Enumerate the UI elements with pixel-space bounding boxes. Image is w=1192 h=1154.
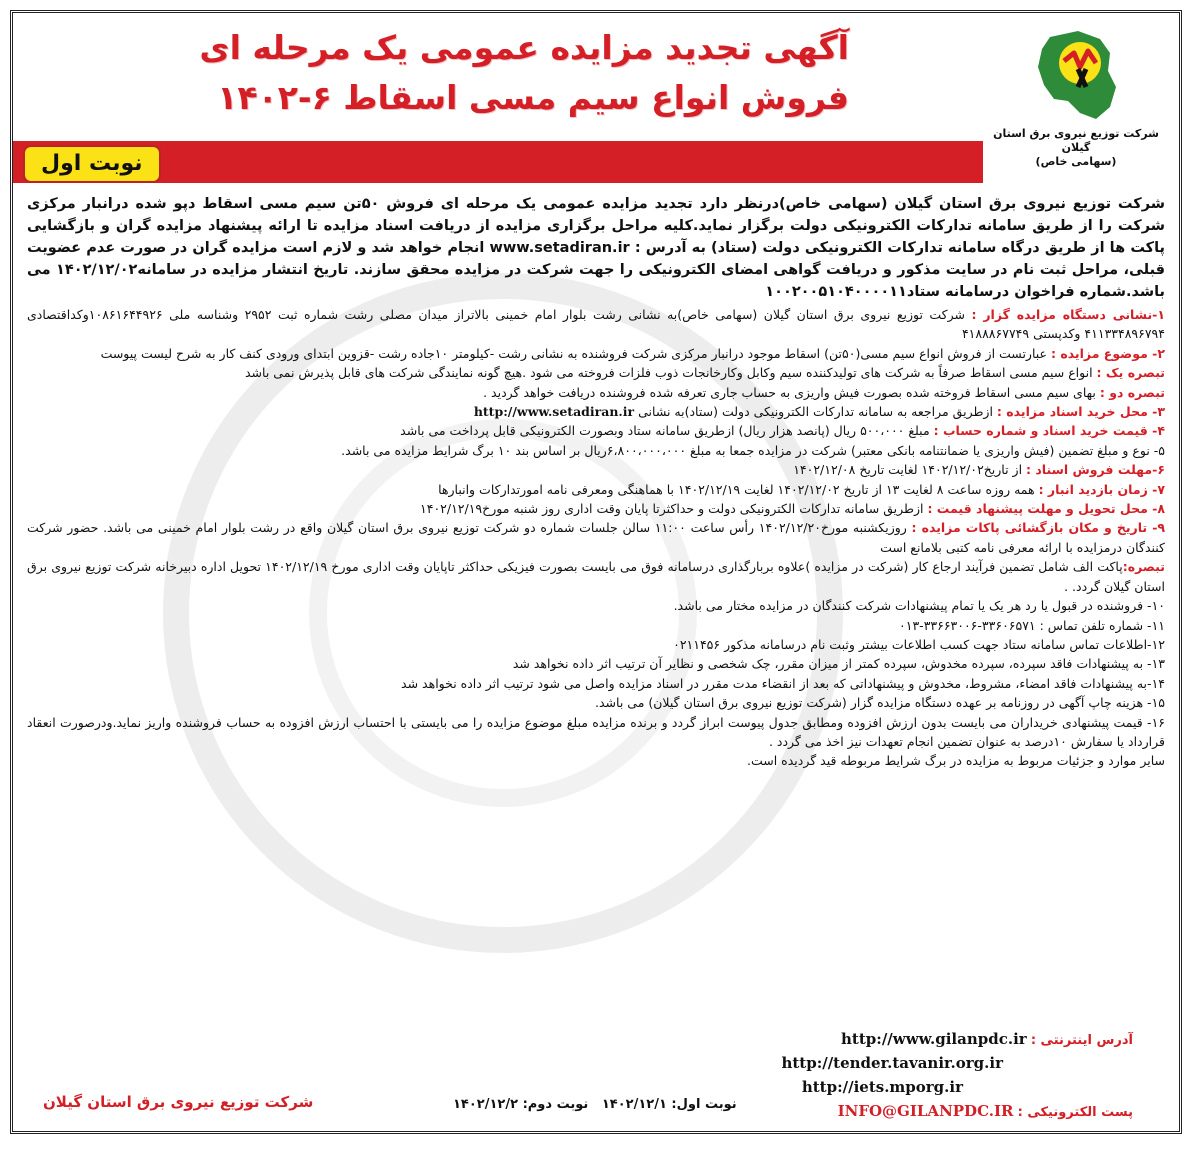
- website-link-2[interactable]: http://tender.tavanir.org.ir: [781, 1054, 1003, 1072]
- clause-label: ۹- تاریخ و مکان بازگشائی پاکات مزایده :: [911, 520, 1166, 536]
- clause-item: [27, 383, 1165, 402]
- logo-caption: [991, 127, 1161, 169]
- first-round-label: نوبت اول:: [671, 1097, 737, 1112]
- clause-item: [27, 499, 1165, 518]
- round-badge: نوبت اول: [23, 145, 161, 183]
- clause-text: پاکت الف شامل تضمین فرآیند ارجاع کار (شرکت در مزایده )علاوه بربارگذاری درسامانه فوق می بایست بصورت فیزیکی حداکثر تاپایان وقت اداری مورخ ۱۴۰۲/۱۲/۱۹ تحویل اداره دبیرخانه شرکت توزیع نیروی برق استان گیلان گردد. .: [27, 559, 1165, 594]
- clause-text: ازطریق مراجعه به سامانه تدارکات الکترونیکی دولت (ستاد)به نشانی: [638, 404, 997, 420]
- clause-item: [27, 480, 1165, 499]
- clause-item: [27, 596, 1165, 615]
- clause-text: ۵- نوع و مبلغ تضمین (فیش واریزی یا ضمانتنامه بانکی معتبر) شرکت در مزایده جمعا به مبلغ ۶،۸۰۰،۰۰۰،۰۰۰ریال بر اساس بند ۱۰ برگ شرایط مزایده می باشد.: [341, 442, 1165, 458]
- clause-text: ۱۴-به پیشنهادات فاقد امضاء، مشروط، مخدوش و پیشنهاداتی که بعد از انقضاء مدت مقرر در اسناد مزایده واصل می شود ترتیب اثر داده نخواهد شد: [401, 675, 1165, 691]
- second-round-date: ۱۴۰۲/۱۲/۲: [453, 1097, 519, 1112]
- red-banner: [13, 141, 983, 183]
- internet-address-row: [633, 1027, 1133, 1051]
- clause-label: ۶-مهلت فروش اسناد :: [1026, 462, 1165, 478]
- clause-item: [27, 363, 1165, 382]
- footer-company-name: شرکت توزیع نیروی برق استان گیلان: [43, 1093, 314, 1111]
- intro-paragraph: شرکت توزیع نیروی برق استان گیلان (سهامی خاص)درنظر دارد تجدید مزایده عمومی یک مرحله ای فروش ۵۰تن سیم مسی اسقاط دپو شده درانبار مرکزی شرکت را از طریق سامانه تدارکات الکترونیکی دولت برگزار نماید.کلیه مراحل برگزاری مزایده از دریافت اسناد مزایده تا ارائه پیشنهاد مزایده گران و بازگشایی پاکت ها از طریق درگاه سامانه تدارکات الکترونیکی دولت (ستاد) به آدرس : www.setadiran.ir انجام خواهد شد و لازم است مزایده گران در صورت عدم عضویت قبلی، مراحل ثبت نام در سایت مذکور و دریافت گواهی امضای الکترونیکی را جهت شرکت در مزایده محقق سازند. تاریخ انتشار مزایده در سامانه۱۴۰۲/۱۲/۰۲ می باشد.شماره فراخوان درسامانه ستاد۱۰۰۲۰۰۵۱۰۴۰۰۰۰۱۱: [27, 196, 1165, 300]
- header: [13, 13, 1179, 191]
- clause-text: سایر موارد و جزئیات مربوط به مزایده در برگ شرایط مربوطه قید گردیده است.: [747, 753, 1165, 769]
- clause-label: ۸- محل تحویل و مهلت پیشنهاد قیمت :: [927, 501, 1165, 517]
- notice-body: [27, 193, 1165, 771]
- title-line-2: فروش انواع سیم مسی اسقاط ۶-۱۴۰۲: [217, 78, 849, 117]
- clause-text: ازطریق سامانه تدارکات الکترونیکی دولت و حداکثرتا پایان وقت اداری روز شنبه مورخ۱۴۰۲/۱۲/۱۹: [420, 501, 928, 517]
- logo-caption-line2: (سهامی خاص): [1035, 155, 1117, 168]
- email-link[interactable]: INFO@GILANPDC.IR: [837, 1102, 1014, 1120]
- company-logo: [991, 27, 1161, 185]
- clause-label: تبصره دو :: [1099, 384, 1165, 400]
- clause-text: همه روزه ساعت ۸ لغایت ۱۳ از تاریخ ۱۴۰۲/۱۲/۰۲ لغایت ۱۴۰۲/۱۲/۱۹ با هماهنگی ومعرفی نامه امورتدارکات وانبارها: [438, 481, 1039, 497]
- setad-link[interactable]: http://www.setadiran.ir: [473, 404, 635, 420]
- clause-text: عبارتست از فروش انواع سیم مسی(۵۰تن) اسقاط موجود درانبار مرکزی شرکت فروشنده به نشانی رشت -کیلومتر ۱۰جاده رشت -قزوین ابتدای ورودی کنف کار به شرح لیست پیوست: [100, 345, 1051, 361]
- clause-text: مبلغ ۵۰۰،۰۰۰ ریال (پانصد هزار ریال) ازطریق سامانه ستاد وبصورت الکترونیکی قابل پرداخت می باشد: [400, 423, 934, 439]
- clause-text: از تاریخ۱۴۰۲/۱۲/۰۲ لغایت تاریخ ۱۴۰۲/۱۲/۰۸: [793, 462, 1027, 478]
- advertisement-page: [10, 10, 1182, 1134]
- clause-text: ۱۵- هزینه چاپ آگهی در روزنامه بر عهده دستگاه مزایده گزار (شرکت توزیع نیروی برق استان گیلان) می باشد.: [595, 695, 1165, 711]
- clause-label: ۱-نشانی دستگاه مزایده گزار :: [971, 307, 1165, 322]
- clause-text: روزیکشنبه مورخ۱۴۰۲/۱۲/۲۰ رأس ساعت ۱۱:۰۰ سالن جلسات شماره دو شرکت توزیع نیروی برق استان گیلان واقع در رشت بلوار امام خمینی می باشد. حضور شرکت کنندگان درمزایده با ارائه معرفی نامه کتبی بلامانع است: [27, 520, 1165, 555]
- clause-label: تبصره یک :: [1096, 365, 1165, 381]
- clause-label: تبصره:: [1122, 559, 1165, 575]
- clause-text: ۱۶- قیمت پیشنهادی خریداران می بایست بدون ارزش افزوده ومطابق جدول پیوست ابراز گردد و برنده مزایده مبلغ موضوع مزایده را می بایستی با احتساب ارزش افزوده به حساب فروشنده واریز نماید.ودرصورت انعقاد قرارداد یا سفارش ۱۰درصد به عنوان تضمین انجام تعهدات نیز اخذ می گردد .: [27, 714, 1165, 749]
- website-link-3[interactable]: http://iets.mporg.ir: [801, 1078, 963, 1096]
- iran-map-logo-icon: [1030, 27, 1122, 125]
- website-link-1[interactable]: http://www.gilanpdc.ir: [841, 1030, 1027, 1048]
- clause-item: [27, 713, 1165, 752]
- clause-label: ۳- محل خرید اسناد مزایده :: [996, 404, 1165, 420]
- clause-label: ۴- قیمت خرید اسناد و شماره حساب :: [933, 423, 1165, 439]
- clause-text: ۱۱- شماره تلفن تماس : ۳۳۶۰۶۵۷۱-۳۳۶۶۳۰۰۶-۰۱۳: [899, 617, 1165, 633]
- clause-item: [27, 460, 1165, 479]
- internet-label: آدرس اینترنتی :: [1030, 1033, 1133, 1048]
- clause-text: شرکت توزیع نیروی برق استان گیلان (سهامی خاص)به نشانی رشت بلوار امام خمینی بالاتراز میدان مصلی رشت شماره ثبت ۲۹۵۲ وشناسه ملی ۱۰۸۶۱۶۴۴۹۲۶وکداقتصادی ۴۱۱۳۳۴۸۹۶۷۹۴ وکدپستی ۴۱۸۸۸۶۷۷۴۹: [27, 307, 1165, 342]
- publication-dates: [453, 1097, 737, 1112]
- clause-label: ۲- موضوع مزایده :: [1050, 345, 1165, 361]
- title-block: [199, 23, 849, 123]
- clause-list: [27, 305, 1165, 771]
- title-line-1: آگهی تجدید مزایده عمومی یک مرحله ای: [199, 28, 849, 67]
- clause-text: بهای سیم مسی اسقاط فروخته شده بصورت فیش واریزی به حساب جاری تعرفه شده فروشنده دریافت خواهد گردید .: [483, 384, 1100, 400]
- clause-item: [27, 693, 1165, 712]
- website-row-3: [633, 1075, 1133, 1099]
- clause-item: [27, 654, 1165, 673]
- clause-item: [27, 674, 1165, 693]
- website-row-2: [633, 1051, 1133, 1075]
- clause-label: ۷- زمان بازدید انبار :: [1038, 481, 1165, 497]
- clause-item: [27, 616, 1165, 635]
- clause-item: [27, 751, 1165, 770]
- clause-item: [27, 344, 1165, 363]
- clause-text: ۱۰- فروشنده در قبول یا رد هر یک یا تمام پیشنهادات شرکت کنندگان در مزایده مختار می باشد.: [673, 598, 1165, 614]
- clause-item: [27, 518, 1165, 557]
- email-label: پست الکترونیکی :: [1017, 1105, 1133, 1120]
- clause-text: انواع سیم مسی اسقاط صرفاً به شرکت های تولیدکننده سیم وکابل وکارخانجات ذوب فلزات فروخته می شود .هیچ گونه نمایندگی شرکت های قابل پذیرش نمی باشد: [245, 365, 1097, 381]
- clause-text: ۱۳- به پیشنهادات فاقد سپرده، سپرده مخدوش، سپرده کمتر از میزان مقرر، چک شخصی و نظایر آن ترتیب اثر داده نخواهد شد: [512, 656, 1165, 672]
- clause-item: [27, 635, 1165, 654]
- clause-item: [27, 305, 1165, 344]
- clause-item: [27, 421, 1165, 440]
- clause-item: [27, 557, 1165, 596]
- clause-text: ۱۲-اطلاعات تماس سامانه ستاد جهت کسب اطلاعات بیشتر وثبت نام درسامانه مذکور ۰۲۱۱۴۵۶: [673, 636, 1165, 652]
- first-round-date: ۱۴۰۲/۱۲/۱: [601, 1097, 667, 1112]
- second-round-label: نوبت دوم:: [522, 1097, 589, 1112]
- clause-item: [27, 441, 1165, 460]
- logo-caption-line1: شرکت توزیع نیروی برق استان گیلان: [993, 127, 1159, 154]
- clause-item: [27, 402, 1165, 421]
